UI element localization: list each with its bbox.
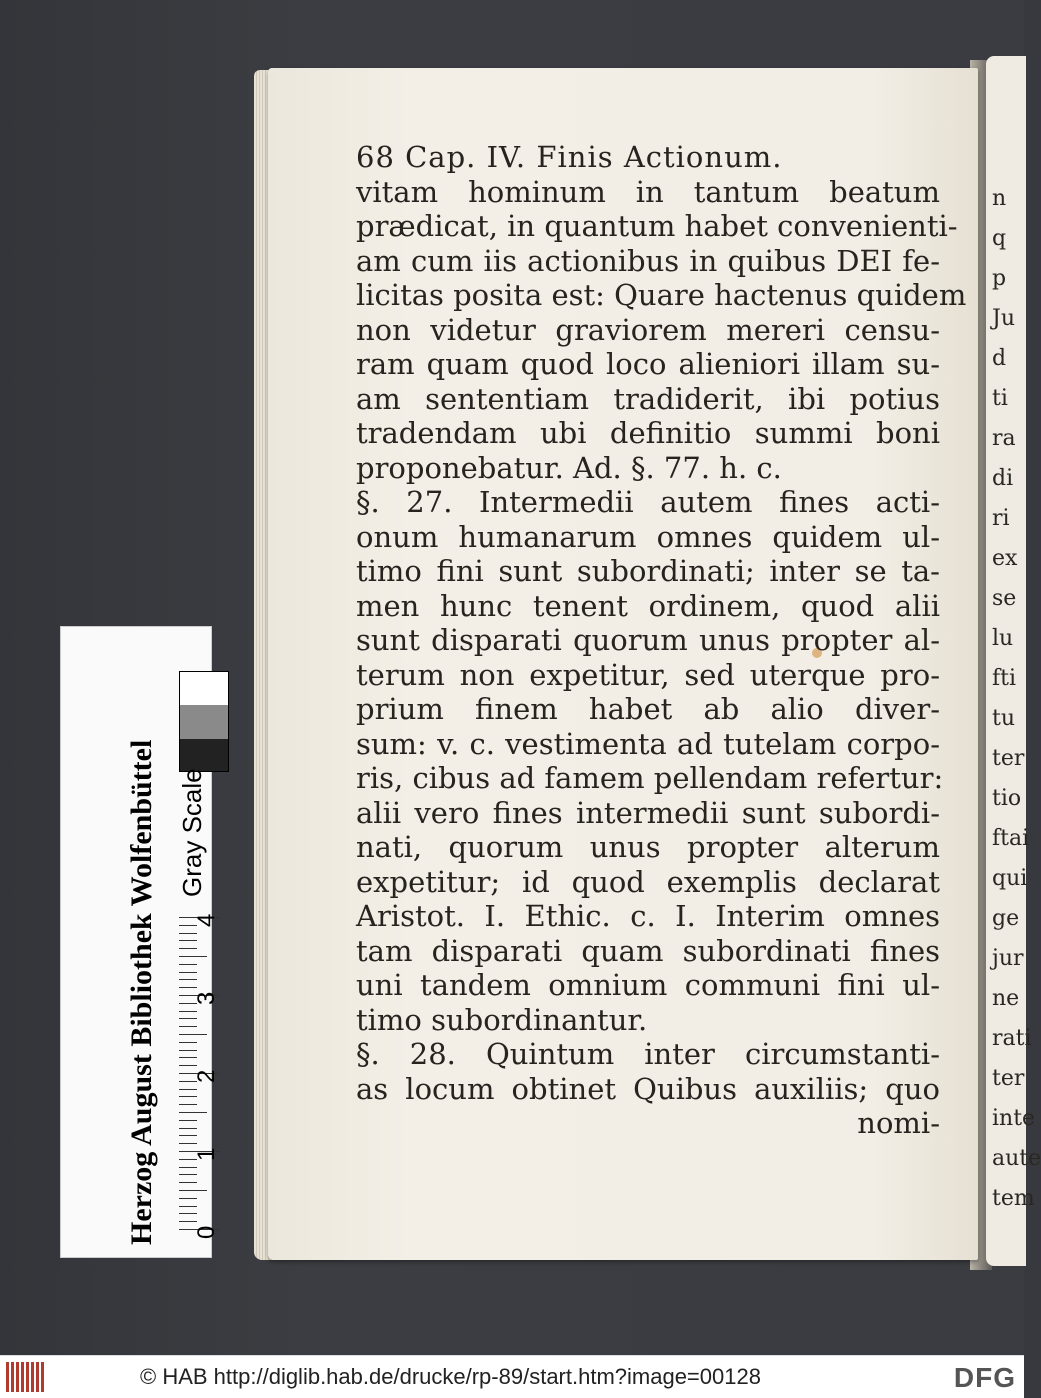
ruler-tick xyxy=(179,1120,197,1121)
text-line: terum non expetitur, sed uterque pro- xyxy=(356,657,940,692)
ruler-tick xyxy=(179,964,197,965)
text-line: sunt disparati quorum unus propter al- xyxy=(356,623,940,657)
ruler-tick xyxy=(179,1174,197,1175)
text-line: non videtur graviorem mereri censu- xyxy=(356,312,940,347)
text-line: timo subordinantur. xyxy=(356,1002,648,1037)
ruler-tick xyxy=(179,1213,197,1214)
text-line: ris, cibus ad famem pellendam refertur: xyxy=(356,761,944,795)
next-page-text: se xyxy=(992,586,1017,611)
next-page-text: ex xyxy=(992,546,1018,571)
ruler-tick xyxy=(179,1018,197,1019)
running-header: 68 Cap. IV. Finis Actionum. xyxy=(356,140,783,174)
text-line: timo fini sunt subordinati; inter se ta- xyxy=(356,554,940,588)
next-page-text: inte xyxy=(992,1106,1036,1131)
next-page-text: tu xyxy=(992,706,1016,731)
ruler-tick xyxy=(179,1198,197,1199)
dfg-logo: DFG xyxy=(953,1362,1016,1393)
next-page-text: ter xyxy=(992,1066,1025,1091)
ruler-tick xyxy=(179,1135,197,1136)
ruler-tick xyxy=(179,1096,197,1097)
next-page-text: rati xyxy=(992,1026,1032,1051)
next-page-text: ri xyxy=(992,506,1010,531)
next-page-text: d xyxy=(992,346,1007,371)
text-line: ram quam quod loco alieniori illam su- xyxy=(356,347,940,381)
library-name: Herzog August Bibliothek Wolfenbüttel xyxy=(125,739,158,1245)
ruler-tick xyxy=(179,1221,197,1222)
text-line: nati, quorum unus propter alterum xyxy=(356,830,940,864)
ruler-tick xyxy=(179,1050,197,1051)
text-line: vitam hominum in tantum beatum xyxy=(356,174,940,209)
black-swatch xyxy=(179,739,229,772)
ruler-tick xyxy=(179,1206,197,1207)
ruler-tick xyxy=(179,1026,197,1027)
text-line: onum humanarum omnes quidem ul- xyxy=(356,519,940,554)
page-text xyxy=(356,140,967,1141)
next-page-text: n xyxy=(992,186,1007,211)
ruler-tick xyxy=(179,956,207,957)
ruler-tick xyxy=(179,1167,197,1168)
next-page-text: Ju xyxy=(992,306,1015,331)
text-line: am cum iis actionibus in quibus DEI fe- xyxy=(356,243,940,278)
ruler-tick xyxy=(179,1042,197,1043)
text-line: Aristot. I. Ethic. c. I. Interim omnes xyxy=(356,899,940,933)
text-line: men hunc tenent ordinem, quod alii xyxy=(356,588,940,623)
ruler-number: 3 xyxy=(193,991,220,1005)
ruler-tick xyxy=(179,1065,197,1066)
ruler-tick xyxy=(179,940,197,941)
footer-bar xyxy=(0,1355,1024,1398)
ruler-tick xyxy=(179,948,197,949)
ruler-number: 0 xyxy=(193,1225,220,1239)
text-line: prædicat, in quantum habet convenienti- xyxy=(356,209,958,243)
text-line: tradendam ubi definitio summi boni xyxy=(356,416,940,450)
ruler-tick xyxy=(179,1190,207,1191)
hab-logo-icon xyxy=(6,1362,46,1392)
ruler-number: 2 xyxy=(193,1069,220,1083)
text-line: §. 28. Quintum inter circumstanti- xyxy=(356,1037,940,1071)
text-line: uni tandem omnium communi fini ul- xyxy=(356,968,940,1002)
ruler-tick xyxy=(179,1034,207,1035)
next-page-text: ftai xyxy=(992,826,1030,851)
text-line: §. 27. Intermedii autem fines acti- xyxy=(356,485,940,519)
ruler-number: 1 xyxy=(193,1147,220,1161)
text-line: am sententiam tradiderit, ibi potius xyxy=(356,381,940,416)
ruler-tick xyxy=(179,1089,197,1090)
next-page-text: ter xyxy=(992,746,1025,771)
next-page-fragment xyxy=(986,56,1041,1266)
next-page-text: tio xyxy=(992,786,1022,811)
text-line: prium finem habet ab alio diver- xyxy=(356,692,940,726)
next-page-text: tem xyxy=(992,1186,1035,1211)
next-page-text: p xyxy=(992,266,1007,291)
gray-scale-label: Gray Scale xyxy=(177,768,207,897)
text-line: licitas posita est: Quare hactenus quidem xyxy=(356,278,967,312)
ruler-tick xyxy=(179,1112,207,1113)
next-page-text: ti xyxy=(992,386,1008,411)
gray-scale-card xyxy=(60,626,220,1258)
text-line: nomi- xyxy=(857,1106,940,1140)
ruler-tick xyxy=(179,1128,197,1129)
text-line: alii vero fines intermedii sunt subordi- xyxy=(356,795,940,830)
ruler-tick xyxy=(179,1011,197,1012)
next-page-text: lu xyxy=(992,626,1014,651)
text-lines xyxy=(356,174,967,1141)
ruler-tick xyxy=(179,987,197,988)
next-page-text: jur xyxy=(992,946,1024,971)
next-page-text: aute xyxy=(992,1146,1041,1171)
next-page-text: ne xyxy=(992,986,1020,1011)
text-line: tam disparati quam subordinati fines xyxy=(356,933,940,968)
text-line: as locum obtinet Quibus auxiliis; quo xyxy=(356,1071,940,1106)
next-page-text: ra xyxy=(992,426,1016,451)
ruler-tick xyxy=(179,972,197,973)
gray-swatch xyxy=(179,705,229,739)
ruler-tick xyxy=(179,1104,197,1105)
text-line: expetitur; id quod exemplis declarat xyxy=(356,864,940,899)
next-page-text: qui xyxy=(992,866,1028,891)
text-line: sum: v. c. vestimenta ad tutelam corpo- xyxy=(356,726,940,761)
next-page-text: ge xyxy=(992,906,1020,931)
ruler-tick xyxy=(179,979,197,980)
ruler-number: 4 xyxy=(193,913,220,927)
text-line: proponebatur. Ad. §. 77. h. c. xyxy=(356,450,782,485)
next-page-text: fti xyxy=(992,666,1017,691)
ruler-tick xyxy=(179,933,197,934)
ruler-tick xyxy=(179,1057,197,1058)
white-swatch xyxy=(179,671,229,706)
ruler-tick xyxy=(179,1143,197,1144)
ruler-tick xyxy=(179,1182,197,1183)
next-page-text: di xyxy=(992,466,1014,491)
copyright-link[interactable]: © HAB http://diglib.hab.de/drucke/rp-89/start.htm?image=00128 xyxy=(140,1364,761,1389)
next-page-text: q xyxy=(992,226,1007,251)
